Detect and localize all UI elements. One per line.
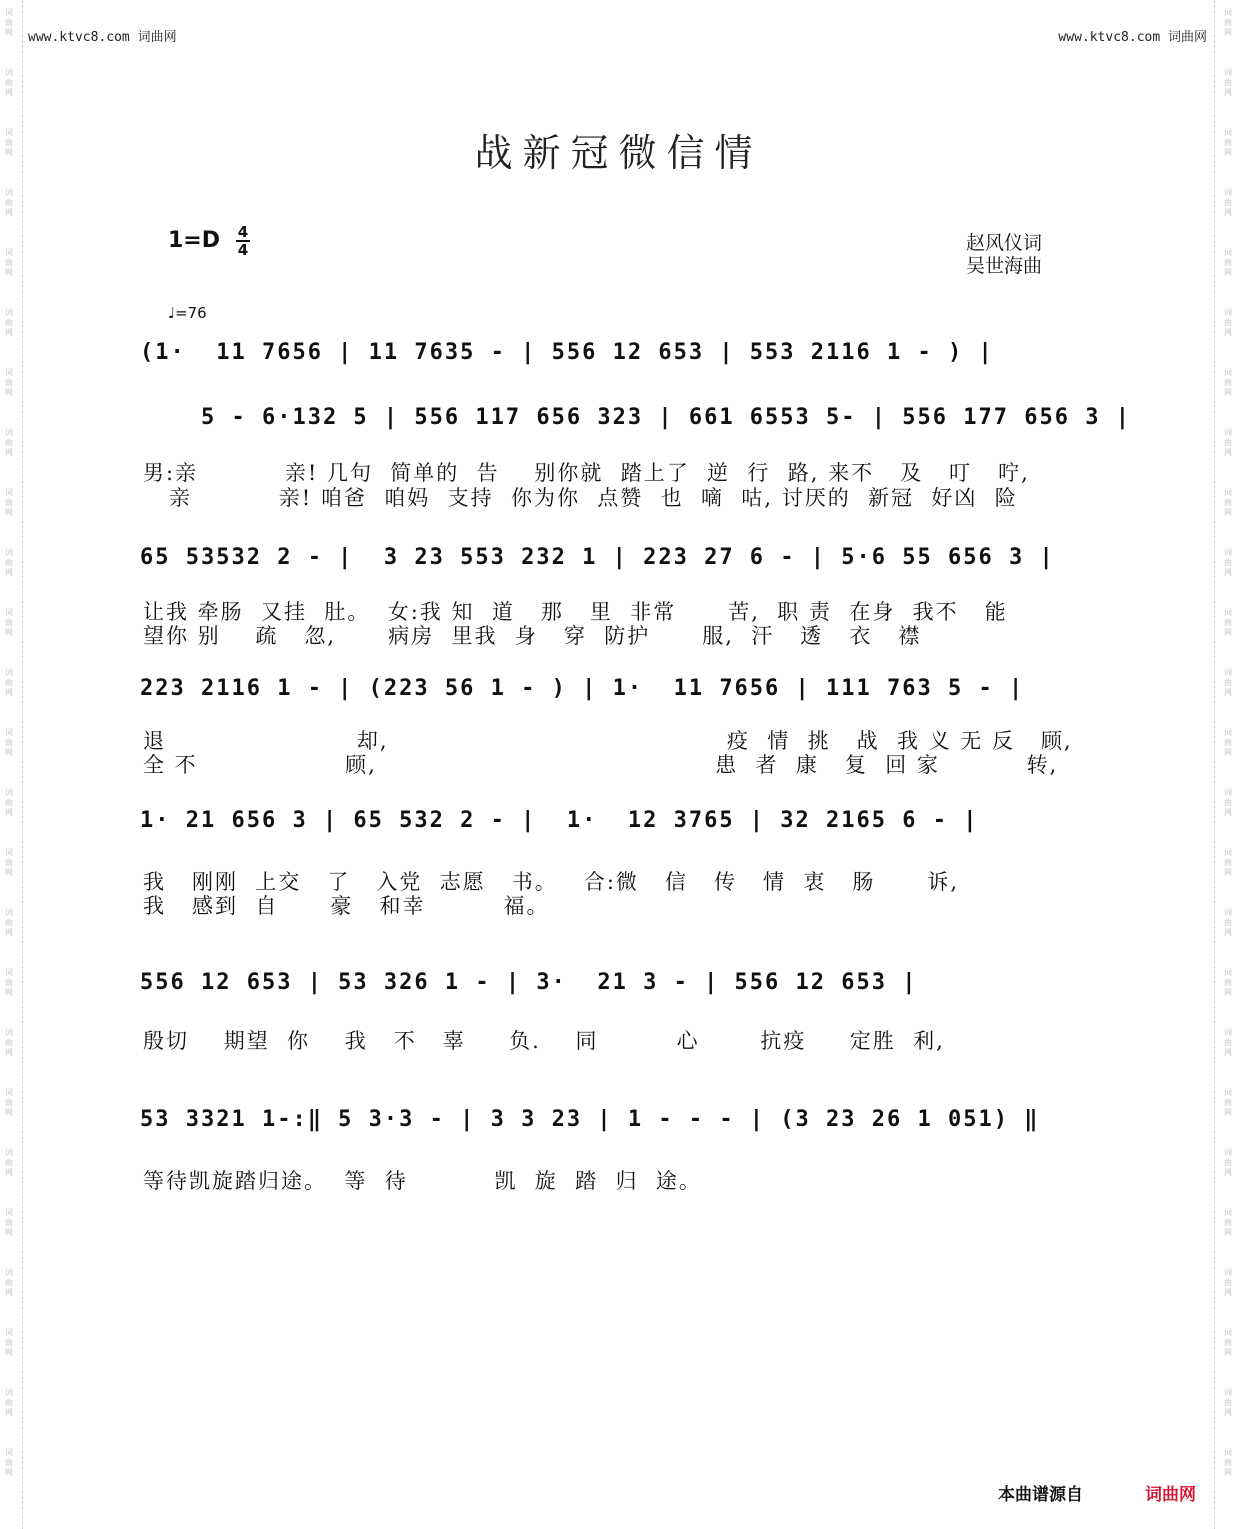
watermark-glyph: 网 — [5, 208, 13, 217]
watermark-mark — [1222, 488, 1234, 518]
watermark-glyph: 网 — [1224, 868, 1232, 877]
watermark-glyph: 词 — [1224, 848, 1232, 857]
watermark-mark — [1222, 248, 1234, 278]
watermark-glyph: 曲 — [5, 378, 13, 387]
watermark-mark — [3, 548, 15, 578]
watermark-mark — [3, 1328, 15, 1358]
watermark-glyph: 网 — [1224, 988, 1232, 997]
watermark-glyph: 词 — [1224, 608, 1232, 617]
watermark-glyph: 词 — [1224, 248, 1232, 257]
watermark-glyph: 词 — [1224, 368, 1232, 377]
watermark-glyph: 词 — [5, 1388, 13, 1397]
watermark-glyph: 网 — [1224, 448, 1232, 457]
notation-line: 65 53532 2 - | 3 23 553 232 1 | 223 27 6 - | 5·6 55 656 3 | — [140, 545, 1055, 570]
watermark-glyph: 曲 — [5, 78, 13, 87]
watermark-glyph: 曲 — [1224, 978, 1232, 987]
site-header-right[interactable]: www.ktvc8.com 词曲网 — [1058, 30, 1207, 45]
watermark-mark — [1222, 1268, 1234, 1298]
watermark-glyph: 网 — [5, 808, 13, 817]
watermark-glyph: 网 — [1224, 208, 1232, 217]
watermark-glyph: 网 — [5, 1048, 13, 1057]
watermark-glyph: 曲 — [1224, 918, 1232, 927]
watermark-glyph: 词 — [5, 608, 13, 617]
notation-line: 223 2116 1 - | (223 56 1 - ) | 1· 11 7656 | 111 763 5 - | — [140, 676, 1025, 701]
lyric-line: 亲 亲! 咱爸 咱妈 支持 你为你 点赞 也 嘀 咕, 讨厌的 新冠 好凶 险 — [143, 486, 1018, 510]
song-title: 战新冠微信情 — [474, 131, 763, 175]
watermark-mark — [3, 248, 15, 278]
watermark-mark — [3, 1448, 15, 1478]
watermark-glyph: 曲 — [1224, 1338, 1232, 1347]
watermark-glyph: 词 — [5, 1028, 13, 1037]
watermark-glyph: 词 — [1224, 8, 1232, 17]
watermark-mark — [1222, 308, 1234, 338]
watermark-glyph: 词 — [5, 1328, 13, 1337]
watermark-glyph: 词 — [5, 788, 13, 797]
watermark-glyph: 词 — [1224, 1148, 1232, 1157]
watermark-glyph: 曲 — [5, 558, 13, 567]
watermark-glyph: 词 — [1224, 1208, 1232, 1217]
watermark-mark — [1222, 188, 1234, 218]
watermark-glyph: 曲 — [1224, 1038, 1232, 1047]
watermark-glyph: 曲 — [5, 318, 13, 327]
watermark-glyph: 曲 — [1224, 798, 1232, 807]
watermark-mark — [3, 308, 15, 338]
watermark-mark — [1222, 1148, 1234, 1178]
watermark-glyph: 曲 — [1224, 438, 1232, 447]
watermark-glyph: 曲 — [1224, 1278, 1232, 1287]
notation-line: (1· 11 7656 | 11 7635 - | 556 12 653 | 553 2116 1 - ) | — [140, 340, 994, 365]
watermark-glyph: 网 — [5, 268, 13, 277]
watermark-glyph: 词 — [5, 248, 13, 257]
watermark-glyph: 曲 — [1224, 1158, 1232, 1167]
watermark-glyph: 词 — [5, 1148, 13, 1157]
watermark-mark — [1222, 1448, 1234, 1478]
watermark-mark — [1222, 1328, 1234, 1358]
watermark-glyph: 网 — [1224, 148, 1232, 157]
watermark-mark — [1222, 908, 1234, 938]
watermark-mark — [3, 608, 15, 638]
watermark-glyph: 词 — [1224, 1328, 1232, 1337]
watermark-glyph: 网 — [5, 388, 13, 397]
watermark-glyph: 网 — [5, 688, 13, 697]
lyric-line: 退 却, 疫 情 挑 战 我 义 无 反 顾, — [143, 729, 1073, 753]
watermark-glyph: 网 — [1224, 28, 1232, 37]
watermark-mark — [3, 1088, 15, 1118]
watermark-glyph: 网 — [1224, 1228, 1232, 1237]
watermark-glyph: 词 — [1224, 128, 1232, 137]
watermark-glyph: 曲 — [1224, 78, 1232, 87]
watermark-glyph: 词 — [1224, 428, 1232, 437]
watermark-glyph: 网 — [5, 1288, 13, 1297]
watermark-glyph: 曲 — [1224, 618, 1232, 627]
watermark-mark — [3, 68, 15, 98]
watermark-glyph: 曲 — [1224, 138, 1232, 147]
watermark-glyph: 词 — [5, 8, 13, 17]
watermark-glyph: 词 — [1224, 308, 1232, 317]
watermark-glyph: 曲 — [5, 258, 13, 267]
watermark-glyph: 网 — [1224, 808, 1232, 817]
watermark-glyph: 词 — [5, 668, 13, 677]
watermark-glyph: 词 — [5, 1448, 13, 1457]
watermark-glyph: 曲 — [1224, 258, 1232, 267]
watermark-glyph: 词 — [1224, 488, 1232, 497]
watermark-glyph: 词 — [1224, 1448, 1232, 1457]
watermark-glyph: 词 — [5, 968, 13, 977]
watermark-glyph: 曲 — [5, 1338, 13, 1347]
lyric-line: 等待凯旋踏归途。 等 待 凯 旋 踏 归 途。 — [143, 1169, 702, 1193]
watermark-glyph: 曲 — [5, 918, 13, 927]
watermark-glyph: 曲 — [1224, 1458, 1232, 1467]
watermark-glyph: 网 — [1224, 88, 1232, 97]
watermark-glyph: 曲 — [1224, 378, 1232, 387]
right-margin-line — [1214, 0, 1215, 1529]
watermark-glyph: 曲 — [1224, 1098, 1232, 1107]
watermark-glyph: 曲 — [1224, 738, 1232, 747]
watermark-glyph: 网 — [5, 928, 13, 937]
watermark-glyph: 词 — [5, 428, 13, 437]
watermark-glyph: 曲 — [1224, 198, 1232, 207]
lyric-line: 男:亲 亲! 几句 简单的 告 别你就 踏上了 逆 行 路, 来不 及 叮 咛, — [143, 461, 1030, 485]
watermark-glyph: 词 — [5, 1088, 13, 1097]
watermark-glyph: 曲 — [5, 1098, 13, 1107]
time-signature-bottom: 4 — [237, 241, 249, 259]
lyricist-credit: 赵风仪词 — [966, 232, 1043, 254]
watermark-mark — [3, 1268, 15, 1298]
watermark-glyph: 网 — [5, 1408, 13, 1417]
watermark-mark — [3, 848, 15, 878]
watermark-glyph: 网 — [1224, 1348, 1232, 1357]
left-margin-line — [22, 0, 23, 1529]
watermark-mark — [1222, 668, 1234, 698]
watermark-glyph: 词 — [1224, 668, 1232, 677]
notation-line: 556 12 653 | 53 326 1 - | 3· 21 3 - | 556 12 653 | — [140, 970, 918, 995]
watermark-mark — [3, 188, 15, 218]
watermark-glyph: 曲 — [1224, 858, 1232, 867]
lyric-line: 全 不 顾, 患 者 康 复 回 家 转, — [143, 753, 1059, 777]
watermark-glyph: 词 — [1224, 788, 1232, 797]
watermark-glyph: 词 — [1224, 908, 1232, 917]
watermark-mark — [1222, 68, 1234, 98]
watermark-mark — [1222, 8, 1234, 38]
watermark-glyph: 曲 — [5, 18, 13, 27]
watermark-mark — [1222, 968, 1234, 998]
watermark-glyph: 网 — [1224, 1108, 1232, 1117]
watermark-glyph: 网 — [5, 628, 13, 637]
watermark-glyph: 曲 — [5, 438, 13, 447]
watermark-glyph: 词 — [5, 68, 13, 77]
watermark-glyph: 曲 — [1224, 1398, 1232, 1407]
watermark-glyph: 词 — [1224, 548, 1232, 557]
watermark-mark — [3, 368, 15, 398]
watermark-mark — [3, 788, 15, 818]
watermark-glyph: 网 — [5, 508, 13, 517]
watermark-glyph: 词 — [5, 548, 13, 557]
watermark-glyph: 曲 — [5, 1158, 13, 1167]
watermark-glyph: 网 — [1224, 1168, 1232, 1177]
watermark-glyph: 曲 — [5, 498, 13, 507]
watermark-mark — [1222, 1088, 1234, 1118]
watermark-mark — [3, 1208, 15, 1238]
watermark-glyph: 网 — [1224, 328, 1232, 337]
watermark-glyph: 曲 — [5, 678, 13, 687]
lyric-line: 我 刚刚 上交 了 入党 志愿 书。 合:微 信 传 情 衷 肠 诉, — [143, 870, 960, 894]
watermark-glyph: 曲 — [5, 738, 13, 747]
watermark-glyph: 网 — [5, 1468, 13, 1477]
watermark-glyph: 曲 — [5, 1278, 13, 1287]
watermark-mark — [3, 428, 15, 458]
watermark-mark — [3, 1028, 15, 1058]
watermark-mark — [1222, 548, 1234, 578]
source-label: 本曲谱源自 — [998, 1485, 1083, 1505]
watermark-glyph: 网 — [5, 1108, 13, 1117]
watermark-glyph: 词 — [1224, 1388, 1232, 1397]
watermark-glyph: 词 — [5, 188, 13, 197]
left-watermark-strip — [0, 0, 18, 1529]
watermark-glyph: 曲 — [1224, 558, 1232, 567]
watermark-mark — [1222, 1028, 1234, 1058]
watermark-glyph: 网 — [1224, 928, 1232, 937]
watermark-glyph: 词 — [5, 128, 13, 137]
watermark-glyph: 曲 — [1224, 678, 1232, 687]
watermark-glyph: 曲 — [5, 138, 13, 147]
watermark-mark — [3, 728, 15, 758]
notation-line: 1· 21 656 3 | 65 532 2 - | 1· 12 3765 | 32 2165 6 - | — [140, 808, 979, 833]
watermark-glyph: 网 — [1224, 1048, 1232, 1057]
watermark-glyph: 词 — [5, 1208, 13, 1217]
site-header-left[interactable]: www.ktvc8.com 词曲网 — [28, 30, 177, 45]
watermark-glyph: 词 — [1224, 968, 1232, 977]
watermark-glyph: 曲 — [5, 798, 13, 807]
watermark-glyph: 网 — [5, 988, 13, 997]
watermark-mark — [3, 1148, 15, 1178]
watermark-glyph: 曲 — [1224, 1218, 1232, 1227]
watermark-glyph: 网 — [5, 28, 13, 37]
watermark-glyph: 曲 — [5, 198, 13, 207]
watermark-glyph: 曲 — [5, 1398, 13, 1407]
credits — [966, 232, 1042, 278]
watermark-glyph: 网 — [5, 1168, 13, 1177]
watermark-mark — [3, 1388, 15, 1418]
watermark-mark — [3, 908, 15, 938]
lyric-line: 殷切 期望 你 我 不 辜 负. 同 心 抗疫 定胜 利, — [143, 1029, 945, 1053]
watermark-glyph: 网 — [1224, 748, 1232, 757]
watermark-glyph: 词 — [1224, 1088, 1232, 1097]
watermark-mark — [1222, 1388, 1234, 1418]
watermark-glyph: 网 — [1224, 508, 1232, 517]
lyric-line: 让我 牵肠 又挂 肚。 女:我 知 道 那 里 非常 苦, 职 责 在身 我不 能 — [143, 600, 1008, 624]
watermark-glyph: 词 — [5, 308, 13, 317]
watermark-mark — [1222, 1208, 1234, 1238]
watermark-mark — [3, 668, 15, 698]
watermark-glyph: 网 — [5, 328, 13, 337]
watermark-glyph: 网 — [5, 148, 13, 157]
watermark-glyph: 词 — [5, 728, 13, 737]
watermark-glyph: 曲 — [5, 978, 13, 987]
watermark-glyph: 词 — [5, 908, 13, 917]
watermark-glyph: 网 — [5, 1348, 13, 1357]
notation-line: 5 - 6·132 5 | 556 117 656 323 | 661 6553 5- | 556 177 656 3 | — [140, 405, 1131, 430]
watermark-mark — [1222, 428, 1234, 458]
watermark-glyph: 曲 — [5, 618, 13, 627]
watermark-glyph: 网 — [1224, 568, 1232, 577]
right-watermark-strip — [1219, 0, 1237, 1529]
watermark-glyph: 词 — [5, 848, 13, 857]
notation-line: 53 3321 1-:‖ 5 3·3 - | 3 3 23 | 1 - - - | (3 23 26 1 051) ‖ — [140, 1107, 1040, 1132]
watermark-glyph: 词 — [5, 368, 13, 377]
time-signature — [234, 224, 252, 258]
watermark-glyph: 曲 — [5, 1038, 13, 1047]
watermark-glyph: 网 — [5, 748, 13, 757]
lyric-line: 我 感到 自 豪 和幸 福。 — [143, 894, 550, 918]
watermark-glyph: 网 — [1224, 1468, 1232, 1477]
tempo-marking: ♩=76 — [168, 304, 207, 322]
watermark-glyph: 曲 — [1224, 498, 1232, 507]
watermark-mark — [3, 968, 15, 998]
watermark-glyph: 网 — [1224, 1408, 1232, 1417]
watermark-mark — [1222, 788, 1234, 818]
watermark-glyph: 网 — [5, 1228, 13, 1237]
watermark-glyph: 曲 — [5, 1218, 13, 1227]
watermark-mark — [1222, 608, 1234, 638]
watermark-glyph: 网 — [1224, 388, 1232, 397]
watermark-glyph: 词 — [5, 1268, 13, 1277]
watermark-glyph: 网 — [5, 448, 13, 457]
watermark-mark — [3, 8, 15, 38]
watermark-glyph: 词 — [1224, 728, 1232, 737]
watermark-glyph: 网 — [1224, 628, 1232, 637]
watermark-glyph: 词 — [1224, 1268, 1232, 1277]
source-site-link[interactable]: 词曲网 — [1145, 1485, 1196, 1505]
watermark-glyph: 网 — [1224, 268, 1232, 277]
watermark-glyph: 网 — [5, 88, 13, 97]
watermark-glyph: 曲 — [5, 1458, 13, 1467]
watermark-glyph: 词 — [1224, 68, 1232, 77]
watermark-mark — [3, 488, 15, 518]
watermark-mark — [1222, 728, 1234, 758]
key-signature: 1=D — [168, 228, 221, 253]
watermark-glyph: 曲 — [1224, 18, 1232, 27]
watermark-glyph: 词 — [1224, 1028, 1232, 1037]
time-signature-top: 4 — [237, 223, 249, 241]
watermark-glyph: 网 — [5, 568, 13, 577]
watermark-glyph: 网 — [1224, 1288, 1232, 1297]
watermark-glyph: 网 — [1224, 688, 1232, 697]
watermark-glyph: 曲 — [1224, 318, 1232, 327]
watermark-mark — [1222, 848, 1234, 878]
watermark-glyph: 曲 — [5, 858, 13, 867]
lyric-line: 望你 别 疏 忽, 病房 里我 身 穿 防护 服, 汗 透 衣 襟 — [143, 624, 922, 648]
watermark-mark — [1222, 368, 1234, 398]
watermark-glyph: 网 — [5, 868, 13, 877]
watermark-glyph: 词 — [5, 488, 13, 497]
composer-credit: 吴世海曲 — [966, 255, 1043, 277]
watermark-glyph: 词 — [1224, 188, 1232, 197]
